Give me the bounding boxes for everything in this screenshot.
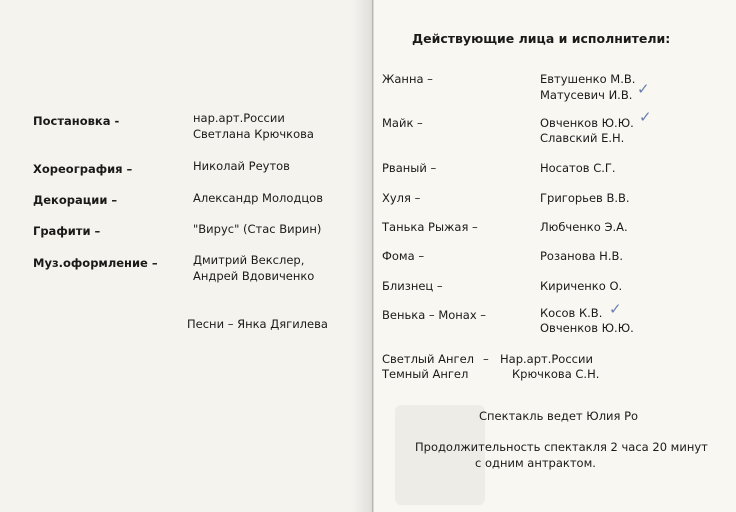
credit-role: Постановка - — [33, 114, 120, 128]
credit-name: Андрей Вдовиченко — [193, 269, 315, 283]
cast-actor: Любченко Э.А. — [540, 220, 628, 234]
cast-role: Танька Рыжая – — [382, 220, 478, 234]
cast-actor: Розанова Н.В. — [540, 249, 624, 263]
cast-role: Майк – — [382, 116, 423, 130]
angel-role: Темный Ангел — [382, 367, 469, 381]
cast-actor: Славский Е.Н. — [540, 131, 625, 145]
credit-name: нар.арт.России — [193, 111, 285, 125]
cast-title: Действующие лица и исполнители: — [412, 31, 671, 46]
cast-role: Рваный – — [382, 161, 437, 175]
credit-name: Дмитрий Векслер, — [193, 253, 305, 267]
cast-actor: Кириченко О. — [540, 279, 623, 293]
page-fold — [352, 0, 374, 512]
credit-name: Александр Молодцов — [193, 191, 323, 205]
cast-actor: Овченков Ю.Ю. — [540, 116, 634, 130]
page-smudge — [395, 405, 485, 505]
cast-actor: Матусевич И.В. — [540, 88, 633, 102]
cast-role: Фома – — [382, 249, 425, 263]
credit-name: "Вирус" (Стас Вирин) — [193, 222, 322, 236]
angel-role: Светлый Ангел — [382, 352, 474, 366]
cast-actor: Овченков Ю.Ю. — [540, 321, 634, 335]
cast-actor: Евтушенко М.В. — [540, 72, 636, 86]
angel-actor: Нар.арт.России — [500, 352, 593, 366]
songs-credit: Песни – Янка Дягилева — [187, 317, 328, 331]
check-mark-icon: ✓ — [637, 80, 650, 98]
credit-role: Графити – — [33, 224, 101, 238]
credit-role: Муз.оформление – — [33, 256, 158, 270]
cast-role: Хуля – — [382, 191, 421, 205]
angel-dash: – — [483, 352, 489, 366]
credit-role: Декорации – — [33, 193, 118, 207]
angel-actor: Крючкова С.Н. — [512, 367, 600, 381]
duration-text: с одним антрактом. — [475, 456, 596, 470]
cast-actor: Косов К.В. — [540, 306, 603, 320]
cast-role: Венька – Монах – — [382, 308, 487, 322]
cast-actor: Григорьев В.В. — [540, 191, 630, 205]
page-fold-line — [372, 0, 373, 512]
host-credit: Спектакль ведет Юлия Ро — [479, 409, 639, 423]
cast-actor: Носатов С.Г. — [540, 161, 616, 175]
check-mark-icon: ✓ — [609, 300, 622, 318]
credit-role: Хореография – — [33, 162, 133, 176]
cast-role: Близнец – — [382, 279, 443, 293]
cast-role: Жанна – — [382, 72, 433, 86]
check-mark-icon: ✓ — [639, 108, 652, 126]
duration-text: Продолжительность спектакля 2 часа 20 минут — [415, 440, 708, 454]
credit-name: Светлана Крючкова — [193, 127, 314, 141]
credit-name: Николай Реутов — [193, 159, 290, 173]
